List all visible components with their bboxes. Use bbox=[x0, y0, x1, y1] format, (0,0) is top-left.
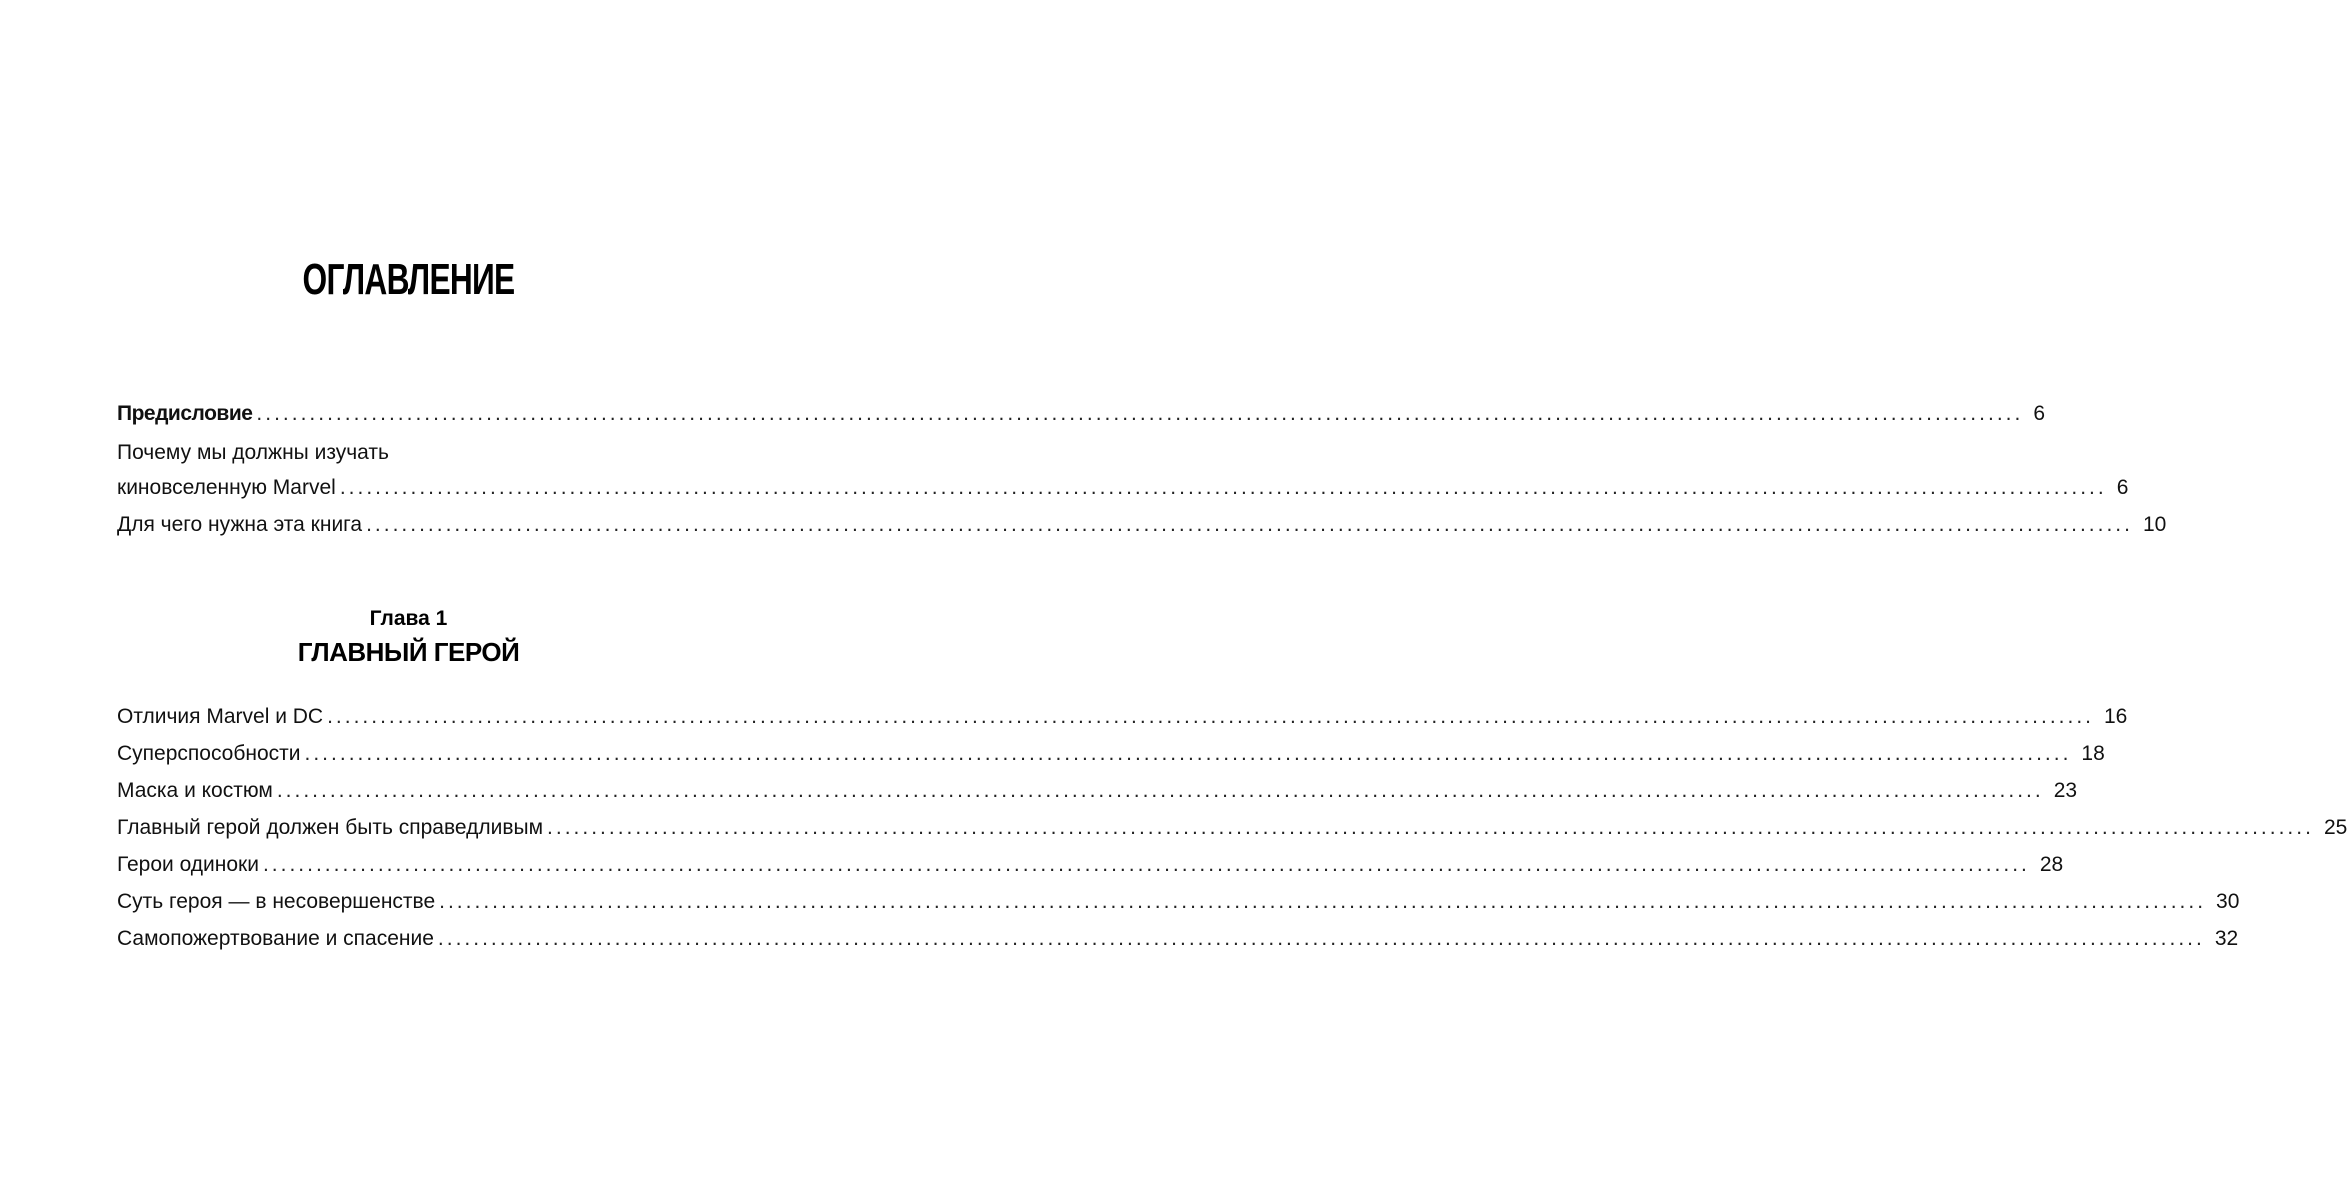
dot-leader: ........................................................................................................................................................................................................ bbox=[547, 816, 2314, 839]
toc-entry-why-study-marvel[interactable] bbox=[117, 469, 2129, 506]
toc-entry-label: Суперспособности bbox=[117, 742, 301, 765]
toc-entry-page: 6 bbox=[2033, 402, 2046, 425]
toc-entry[interactable] bbox=[117, 846, 2064, 883]
page-title: ОГЛАВЛЕНИЕ bbox=[302, 255, 515, 304]
toc-entry-page: 10 bbox=[2142, 513, 2167, 536]
toc-entry-page: 18 bbox=[2081, 742, 2105, 765]
toc-entry-label: Маска и костюм bbox=[117, 779, 273, 802]
toc-entry[interactable] bbox=[117, 920, 2239, 957]
toc-entry-label: Суть героя — в несовершенстве bbox=[117, 890, 436, 913]
dot-leader: ........................................................................................................................................................................................................ bbox=[262, 853, 2030, 876]
dot-leader: ........................................................................................................................................................................................................ bbox=[439, 890, 2207, 913]
intro-entries bbox=[117, 395, 2167, 543]
toc-entry-page: 25 bbox=[2323, 816, 2347, 839]
toc-entry-label: Предисловие bbox=[117, 402, 253, 425]
toc-entry[interactable] bbox=[117, 809, 2347, 846]
toc-entry-label: Отличия Marvel и DC bbox=[117, 705, 324, 728]
toc-entry-page: 16 bbox=[2104, 705, 2128, 728]
dot-leader: ........................................................................................................................................................................................................ bbox=[366, 513, 2133, 536]
toc-entry[interactable] bbox=[117, 772, 2078, 809]
dot-leader: ........................................................................................................................................................................................................ bbox=[276, 779, 2044, 802]
chapter-title: ГЛАВНЫЙ ГЕРОЙ bbox=[297, 637, 520, 667]
chapter-label: Глава 1 bbox=[369, 607, 448, 630]
toc-entry-page: 32 bbox=[2214, 927, 2239, 950]
chapter-entries bbox=[117, 698, 2347, 957]
toc-entry-page: 28 bbox=[2039, 853, 2064, 876]
dot-leader: ........................................................................................................................................................................................................ bbox=[437, 927, 2205, 950]
toc-entry-why-this-book[interactable] bbox=[117, 506, 2167, 543]
toc-entry-preface[interactable] bbox=[117, 395, 2046, 432]
dot-leader: ........................................................................................................................................................................................................ bbox=[327, 705, 2094, 728]
toc-entry-page: 30 bbox=[2216, 890, 2240, 913]
toc-entry[interactable] bbox=[117, 883, 2240, 920]
dot-leader: ........................................................................................................................................................................................................ bbox=[256, 402, 2024, 425]
toc-entry-label: Для чего нужна эта книга bbox=[117, 513, 363, 536]
toc-entry[interactable] bbox=[117, 698, 2128, 735]
toc-entry-label: Самопожертвование и спасение bbox=[117, 927, 434, 950]
toc-entry-label: Главный герой должен быть справедливым bbox=[117, 816, 544, 839]
toc-entry-label-line1: Почему мы должны изучать bbox=[117, 441, 389, 464]
toc-entry[interactable] bbox=[117, 735, 2105, 772]
dot-leader: ........................................................................................................................................................................................................ bbox=[339, 476, 2107, 499]
toc-entry-page: 23 bbox=[2053, 779, 2078, 802]
toc-entry-label: киновселенную Marvel bbox=[117, 476, 336, 499]
toc-entry-label: Герои одиноки bbox=[117, 853, 259, 876]
toc-entry-page: 6 bbox=[2116, 476, 2129, 499]
dot-leader: ........................................................................................................................................................................................................ bbox=[304, 742, 2072, 765]
